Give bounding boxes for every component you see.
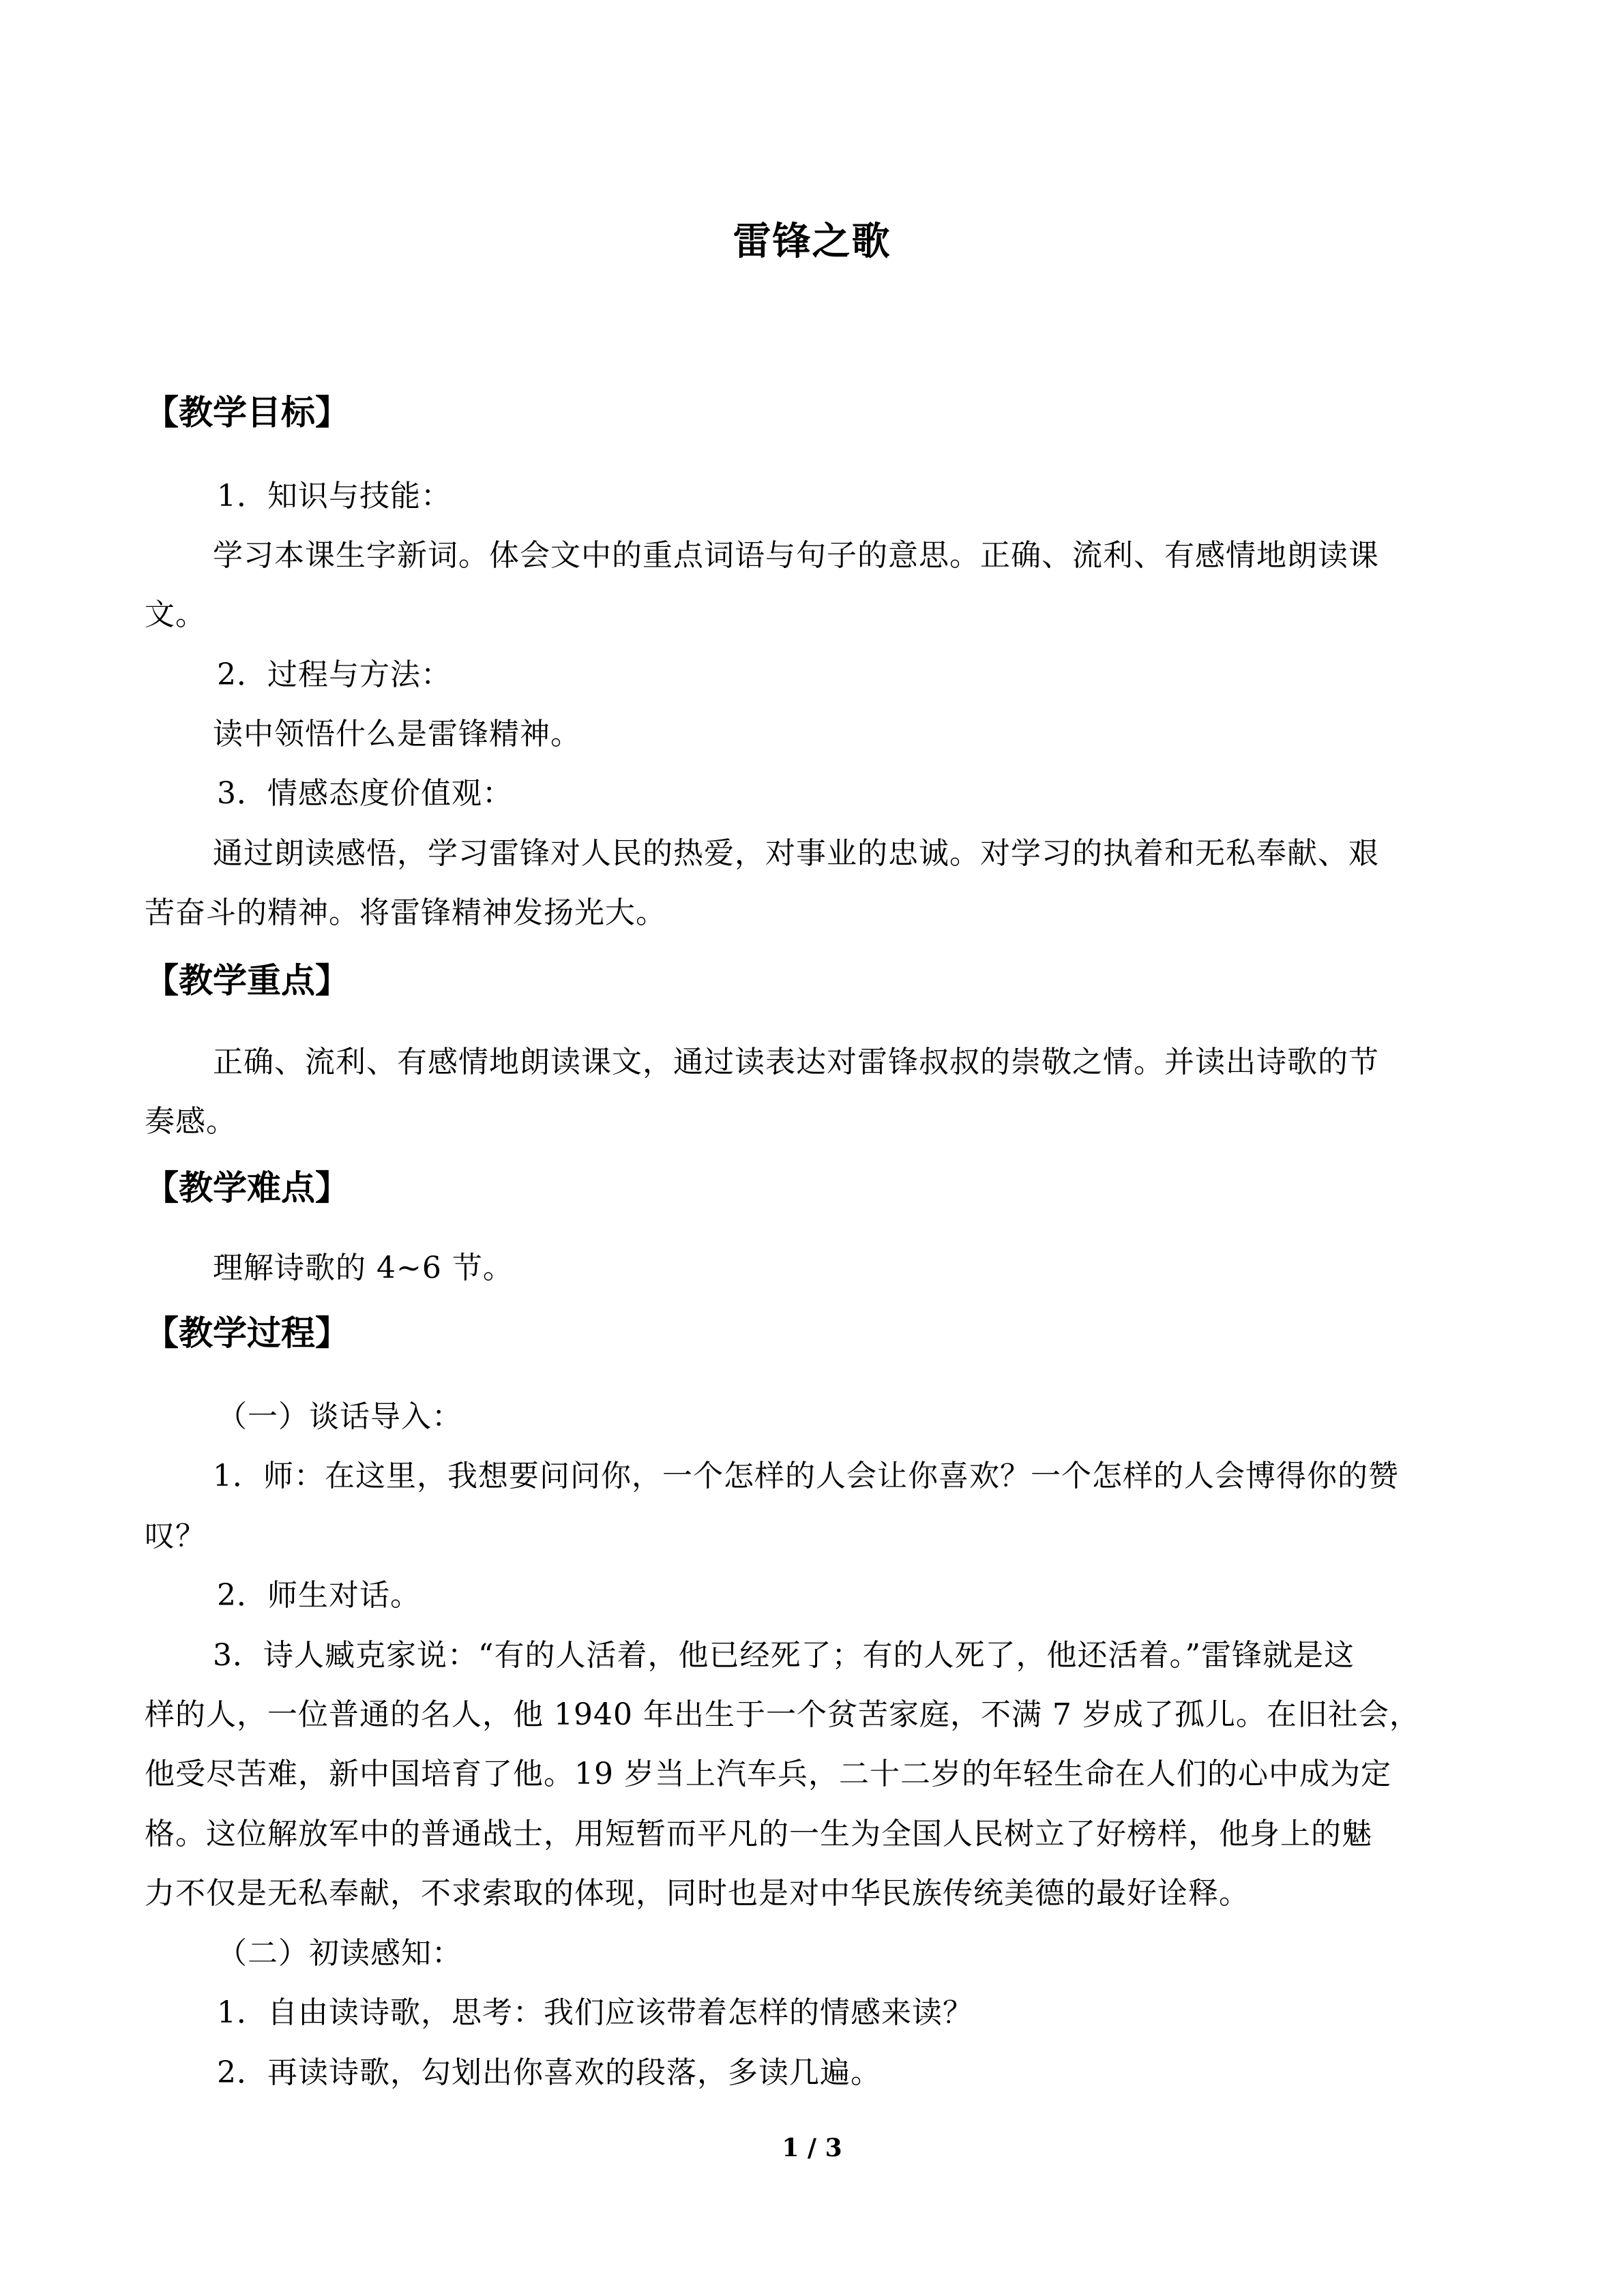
objectives-item1-text-line2: 文。 — [145, 597, 206, 632]
objectives-item3-label: 3．情感态度价值观： — [217, 776, 513, 811]
process-part2-label: （二）初读感知： — [217, 1936, 462, 1971]
process-part1-item3-line3: 他受尽苦难，新中国培育了他。19 岁当上汽车兵，二十二岁的年轻生命在人们的心中成为定 — [145, 1757, 1391, 1791]
process-part1-item3-line2: 样的人，一位普通的名人，他 1940 年出生于一个贫苦家庭，不满 7 岁成了孤儿。在旧社会， — [145, 1697, 1420, 1732]
difficulties-text: 理解诗歌的 4~6 节。 — [213, 1251, 514, 1285]
process-part1-item1-line1: 1．师：在这里，我想要问问你，一个怎样的人会让你喜欢？一个怎样的人会博得你的赞 — [213, 1459, 1399, 1493]
process-part1-item3-line5: 力不仅是无私奉献，不求索取的体现，同时也是对中华民族传统美德的最好诠释。 — [145, 1876, 1250, 1911]
objectives-item2-label: 2．过程与方法： — [217, 657, 452, 692]
section-heading-process: 【教学过程】 — [145, 1313, 349, 1353]
section-heading-key-points: 【教学重点】 — [145, 961, 349, 1000]
process-part1-item1-line2: 叹？ — [145, 1519, 206, 1553]
page-title: 雷锋之歌 — [733, 220, 891, 264]
objectives-item1-text-line1: 学习本课生字新词。体会文中的重点词语与句子的意思。正确、流利、有感情地朗读课 — [213, 538, 1379, 573]
process-part2-item1: 1．自由读诗歌，思考：我们应该带着怎样的情感来读？ — [217, 1995, 973, 2030]
process-part1-item3-line4: 格。这位解放军中的普通战士，用短暂而平凡的一生为全国人民树立了好榜样，他身上的魅 — [145, 1817, 1372, 1851]
objectives-item3-text-line1: 通过朗读感悟，学习雷锋对人民的热爱，对事业的忠诚。对学习的执着和无私奉献、艰 — [213, 836, 1379, 871]
section-heading-objectives: 【教学目标】 — [145, 393, 349, 432]
section-heading-difficulties: 【教学难点】 — [145, 1168, 349, 1208]
key-points-text-line1: 正确、流利、有感情地朗读课文，通过读表达对雷锋叔叔的崇敬之情。并读出诗歌的节 — [213, 1045, 1379, 1079]
process-part1-item3-line1: 3．诗人臧克家说：“有的人活着，他已经死了；有的人死了，他还活着。”雷锋就是这 — [213, 1638, 1355, 1673]
process-part1-item2: 2．师生对话。 — [217, 1578, 421, 1613]
objectives-item3-text-line2: 苦奋斗的精神。将雷锋精神发扬光大。 — [145, 895, 666, 930]
page-number: 1 / 3 — [782, 2134, 842, 2162]
process-part2-item2: 2．再读诗歌，勾划出你喜欢的段落，多读几遍。 — [217, 2055, 881, 2090]
process-part1-label: （一）谈话导入： — [217, 1399, 462, 1434]
objectives-item2-text: 读中领悟什么是雷锋精神。 — [213, 717, 581, 751]
objectives-item1-label: 1．知识与技能： — [217, 479, 452, 513]
key-points-text-line2: 奏感。 — [145, 1104, 237, 1139]
